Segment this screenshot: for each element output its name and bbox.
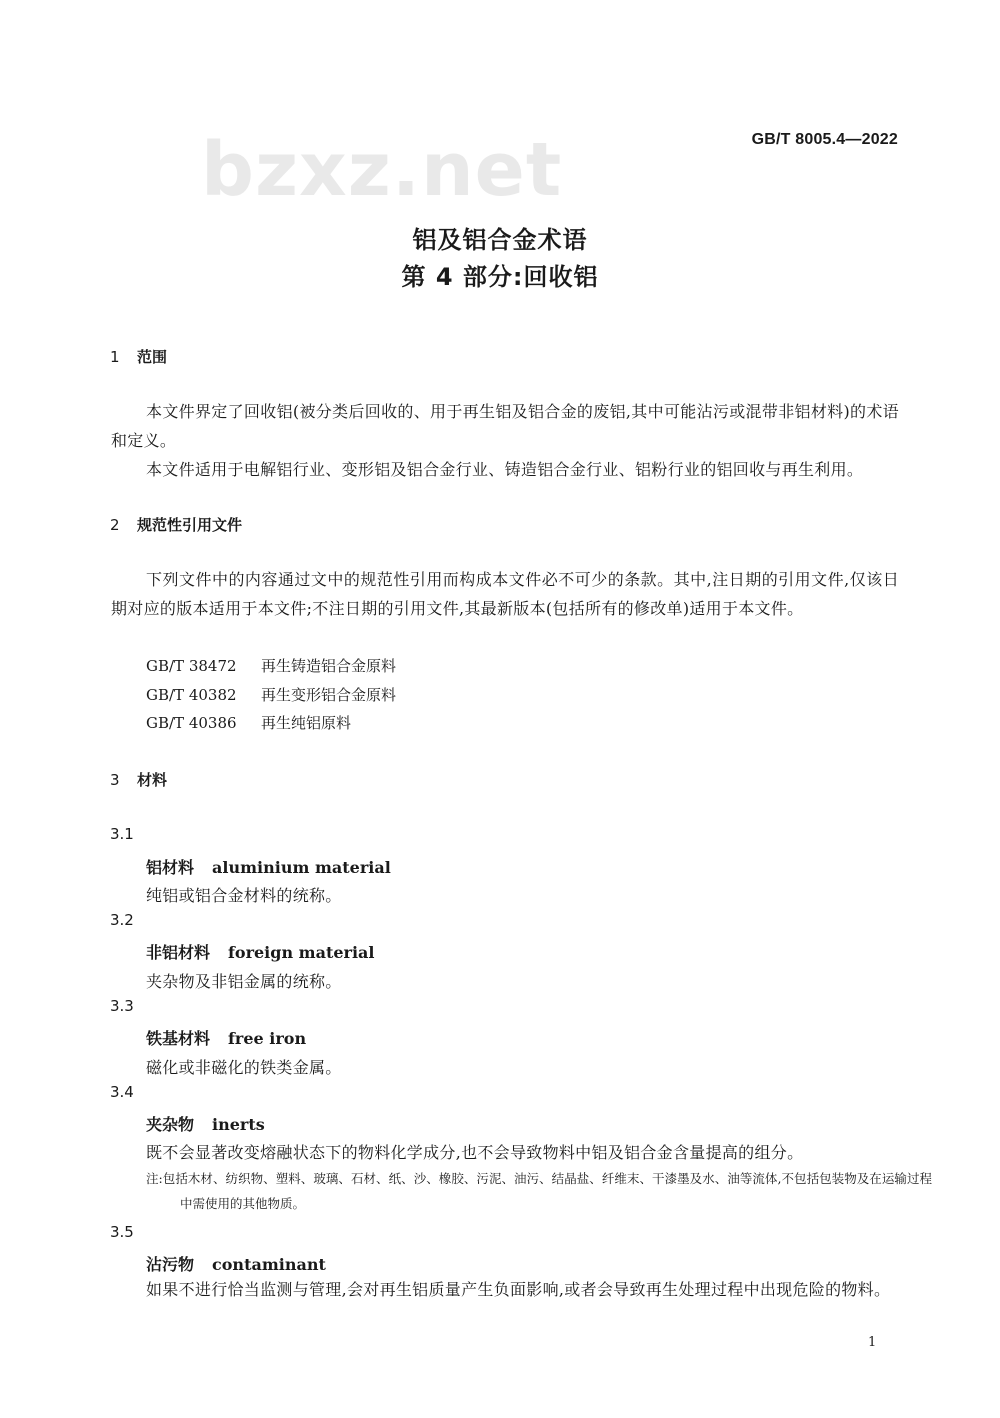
reference-code: GB/T 38472 (146, 657, 237, 675)
term-name (146, 1112, 265, 1135)
term-definition: 磁化或非磁化的铁类金属。 (146, 1058, 342, 1077)
term-name (146, 855, 391, 878)
watermark: bzxz.net (201, 127, 563, 213)
section-2-paragraph: 下列文件中的内容通过文中的规范性引用而构成本文件必不可少的条款。其中,注日期的引用文件,仅该日期对应的版本适用于本文件;不注日期的引用文件,其最新版本(包括所有的修改单)适用于本文件。 (111, 570, 899, 618)
term-number: 3.2 (110, 911, 134, 929)
term-en: aluminium material (212, 858, 391, 877)
term-zh: 非铝材料 (146, 943, 211, 962)
section-1-paragraph-1: 本文件界定了回收铝(被分类后回收的、用于再生铝及铝合金的废铝,其中可能沾污或混带非铝材料)的术语和定义。 (111, 402, 899, 450)
term-name (146, 1026, 306, 1049)
section-title: 规范性引用文件 (137, 516, 243, 534)
term-definition: 如果不进行恰当监测与管理,会对再生铝质量产生负面影响,或者会导致再生处理过程中出现危险的物料。 (146, 1280, 891, 1299)
term-number: 3.4 (110, 1083, 134, 1101)
term-name (146, 940, 374, 963)
term-en: foreign material (228, 943, 375, 962)
reference-item (146, 656, 396, 676)
section-title: 范围 (137, 348, 168, 366)
page-number: 1 (868, 1335, 877, 1350)
term-zh: 铝材料 (146, 858, 195, 877)
document-title: 铝及铝合金术语 (412, 226, 588, 254)
term-zh: 沾污物 (146, 1255, 195, 1274)
term-en: free iron (228, 1029, 307, 1048)
section-1-paragraph-2: 本文件适用于电解铝行业、变形铝及铝合金行业、铸造铝合金行业、铝粉行业的铝回收与再生利用。 (146, 460, 864, 479)
section-number: 2 (110, 516, 120, 534)
term-definition: 纯铝或铝合金材料的统称。 (146, 886, 342, 905)
term-zh: 夹杂物 (146, 1115, 195, 1134)
term-definition: 既不会显著改变熔融状态下的物料化学成分,也不会导致物料中铝及铝合金含量提高的组分。 (146, 1143, 804, 1162)
term-en: inerts (212, 1115, 265, 1134)
section-number: 1 (110, 348, 120, 366)
reference-code: GB/T 40386 (146, 714, 237, 732)
reference-title: 再生变形铝合金原料 (261, 686, 397, 704)
standard-code: GB/T 8005.4—2022 (751, 131, 898, 148)
term-definition: 夹杂物及非铝金属的统称。 (146, 972, 342, 991)
section-3-heading (110, 769, 167, 790)
reference-code: GB/T 40382 (146, 686, 237, 704)
document-subtitle: 第 4 部分:回收铝 (401, 263, 599, 291)
term-note: 注:包括木材、纺织物、塑料、玻璃、石材、纸、沙、橡胶、污泥、油污、结晶盐、纤维末、干漆墨及水、油等流体,不包括包装物及在运输过程中需使用的其他物质。 (146, 1171, 932, 1211)
reference-item (146, 713, 351, 733)
section-1-heading (110, 346, 167, 367)
term-name (146, 1252, 326, 1275)
term-number: 3.5 (110, 1223, 134, 1241)
reference-title: 再生铸造铝合金原料 (261, 657, 397, 675)
term-number: 3.3 (110, 997, 134, 1015)
reference-title: 再生纯铝原料 (261, 714, 352, 732)
term-zh: 铁基材料 (146, 1029, 211, 1048)
section-title: 材料 (137, 771, 168, 789)
reference-item (146, 685, 396, 705)
term-number: 3.1 (110, 825, 134, 843)
term-en: contaminant (212, 1255, 326, 1274)
section-2-heading (110, 514, 242, 535)
section-number: 3 (110, 771, 120, 789)
